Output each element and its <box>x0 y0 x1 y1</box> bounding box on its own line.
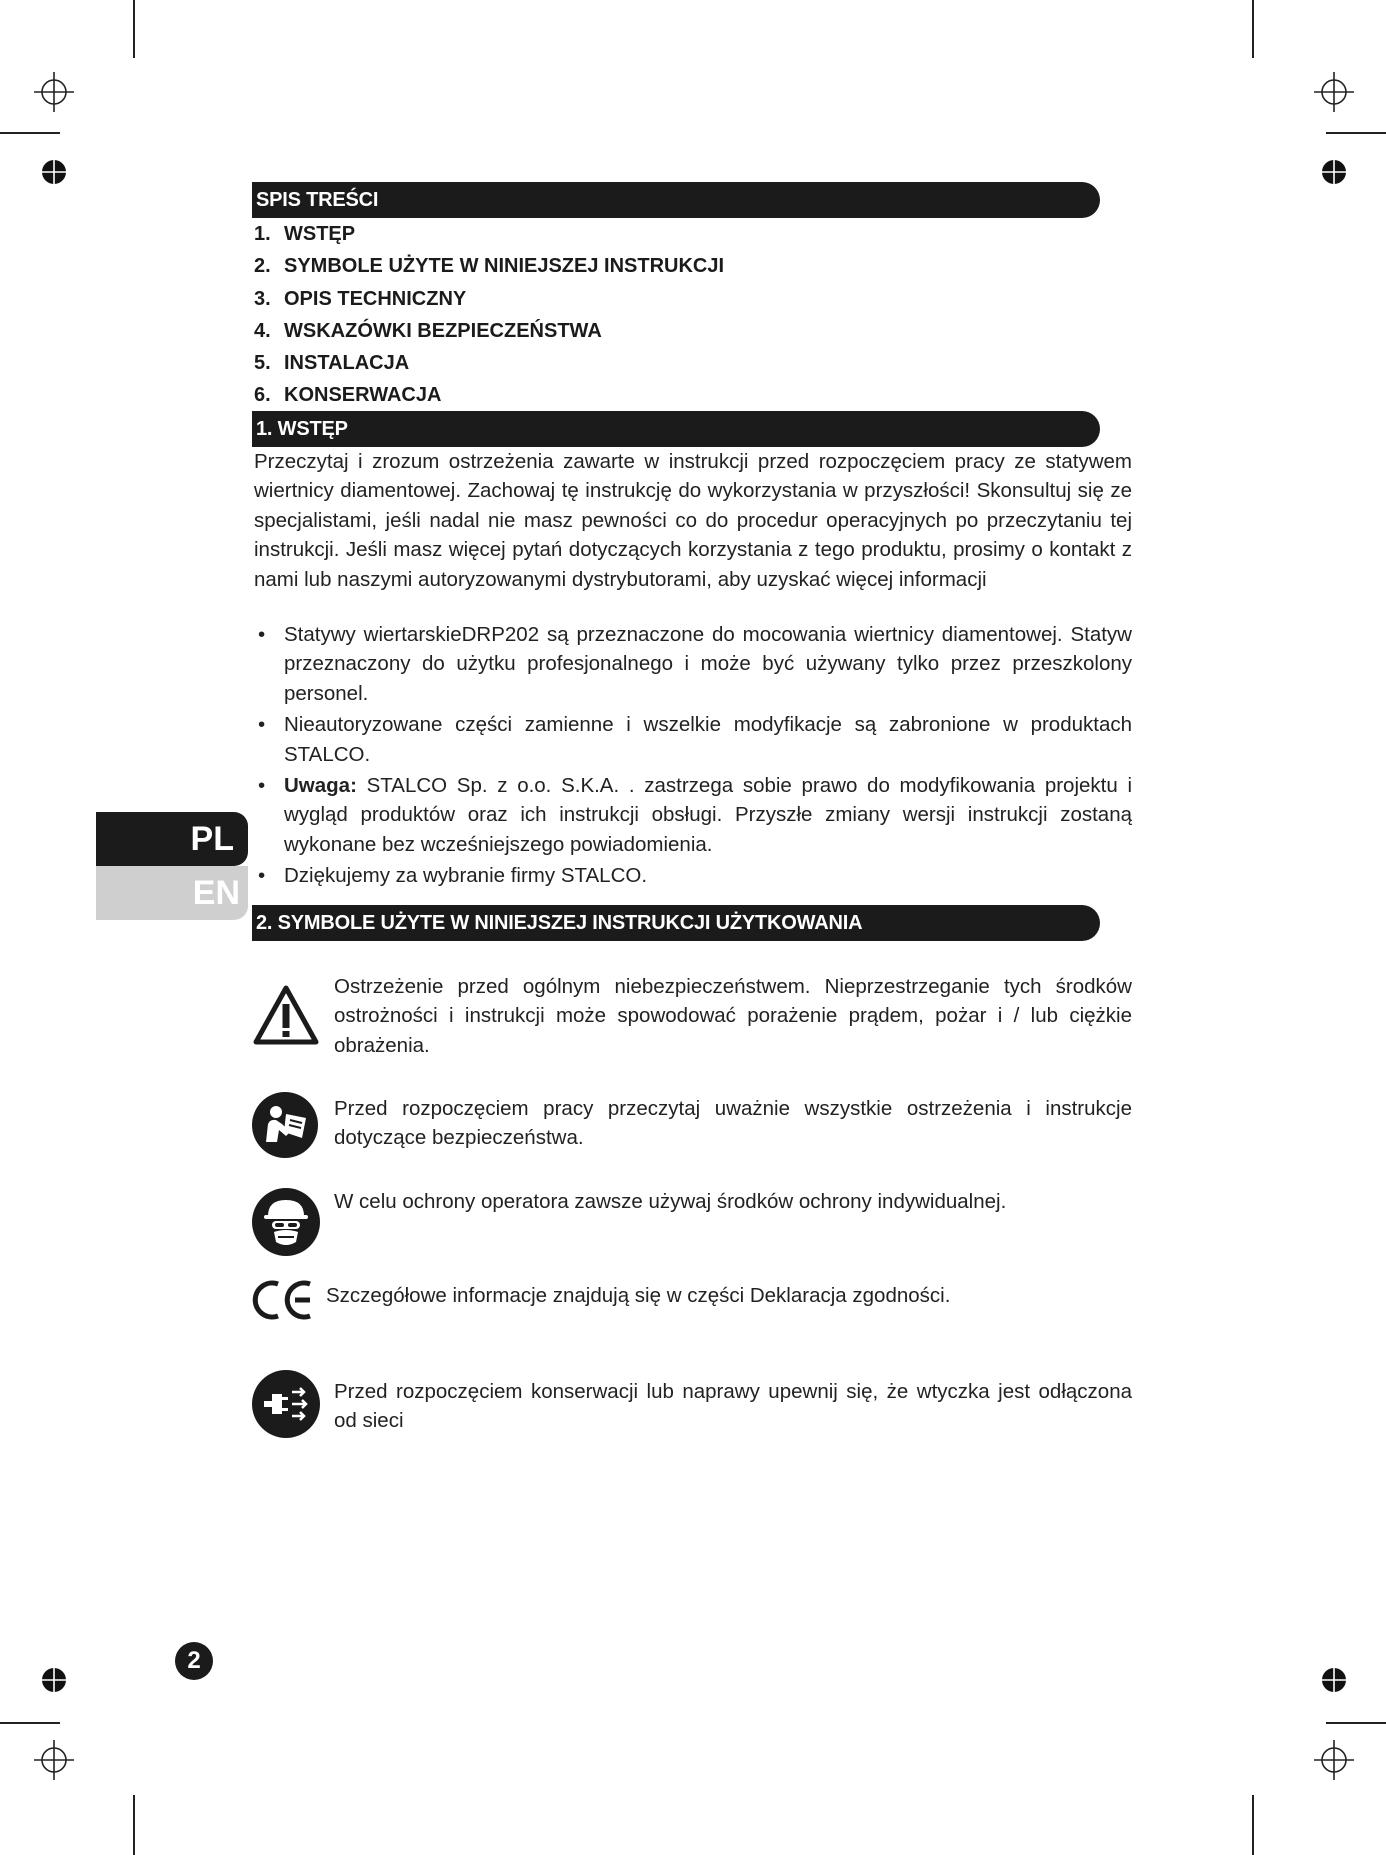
crop-mark <box>133 0 135 58</box>
registration-mark-icon <box>34 1740 74 1780</box>
language-tab-en[interactable]: EN <box>96 866 248 920</box>
list-item: • Uwaga: STALCO Sp. z o.o. S.K.A. . zastrzega sobie prawo do modyfikowania projektu i wygląd produktów oraz ich instrukcji obsługi. Przyszłe zmiany wersji instrukcji zostaną wykonane bez wcześniejszego powiadomienia. <box>254 771 1132 859</box>
language-tab-pl[interactable]: PL <box>96 812 248 866</box>
crop-mark <box>1326 1722 1386 1724</box>
symbol-description: Przed rozpoczęciem pracy przeczytaj uważnie wszystkie ostrzeżenia i instrukcje dotyczące bezpieczeństwa. <box>334 1097 1132 1150</box>
toc-item[interactable]: 4. WSKAZÓWKI BEZPIECZEŃSTWA <box>254 319 602 342</box>
intro-bullet-list <box>254 620 1132 893</box>
list-item: • Dziękujemy za wybranie firmy STALCO. <box>254 861 1132 890</box>
registration-mark-icon <box>34 72 74 112</box>
toc-item[interactable]: 3. OPIS TECHNICZNY <box>254 287 467 310</box>
crop-mark <box>0 1722 60 1724</box>
symbol-description: Ostrzeżenie przed ogólnym niebezpieczeństwem. Nieprzestrzeganie tych środków ostrożności i instrukcji może spowodować porażenie prądem, pożar i / lub ciężkie obrażenia. <box>334 975 1132 1057</box>
crop-mark <box>1252 1795 1254 1855</box>
crop-mark <box>1326 132 1386 134</box>
list-item: • Statywy wiertarskieDRP202 są przeznaczone do mocowania wiertnicy diamentowej. Statyw przeznaczony do użytku profesjonalnego i może być używany tylko przez przeszkolony personel. <box>254 620 1132 708</box>
toc-heading: SPIS TREŚCI <box>252 182 1100 218</box>
list-item: • Nieautoryzowane części zamienne i wszelkie modyfikacje są zabronione w produktach STALCO. <box>254 710 1132 769</box>
unplug-icon <box>252 1370 320 1438</box>
warning-triangle-icon <box>252 984 320 1046</box>
registration-mark-icon <box>1314 1740 1354 1780</box>
crop-mark <box>1252 0 1254 58</box>
dot-mark-icon <box>1320 158 1348 186</box>
symbol-description: Szczegółowe informacje znajdują się w części Deklaracja zgodności. <box>326 1284 951 1307</box>
toc-item[interactable]: 1. WSTĘP <box>254 223 356 245</box>
registration-mark-icon <box>1314 72 1354 112</box>
section-heading-intro: 1. WSTĘP <box>252 411 1100 447</box>
symbol-description: W celu ochrony operatora zawsze używaj środków ochrony indywidualnej. <box>334 1190 1007 1213</box>
ce-mark-icon <box>252 1278 314 1322</box>
toc-item[interactable]: 6. KONSERWACJA <box>254 384 442 407</box>
intro-paragraph: Przeczytaj i zrozum ostrzeżenia zawarte w instrukcji przed rozpoczęciem pracy ze statywem wiertnicy diamentowej. Zachowaj tę instrukcję do wykorzystania w przyszłości! Skonsultuj się ze specjalistami, jeśli nadal nie masz pewności co do procedur operacyjnych po przeczytaniu tej instrukcji. Jeśli masz więcej pytań dotyczących korzystania z tego produktu, prosimy o kontakt z nami lub naszymi autoryzowanymi dystrybutorami, aby uzyskać więcej informacji <box>254 450 1132 591</box>
crop-mark <box>133 1795 135 1855</box>
crop-mark <box>0 132 60 134</box>
read-manual-icon <box>252 1092 318 1158</box>
section-heading-symbols: 2. SYMBOLE UŻYTE W NINIEJSZEJ INSTRUKCJI UŻYTKOWANIA <box>252 905 1100 941</box>
protective-equipment-icon <box>252 1188 320 1256</box>
dot-mark-icon <box>40 1666 68 1694</box>
dot-mark-icon <box>1320 1666 1348 1694</box>
page-number: 2 <box>175 1642 213 1680</box>
toc-item[interactable]: 2. SYMBOLE UŻYTE W NINIEJSZEJ INSTRUKCJI <box>254 255 725 278</box>
table-of-contents <box>254 218 724 412</box>
toc-item[interactable]: 5. INSTALACJA <box>254 352 410 375</box>
symbol-description: Przed rozpoczęciem konserwacji lub naprawy upewnij się, że wtyczka jest odłączona od sieci <box>334 1380 1132 1433</box>
dot-mark-icon <box>40 158 68 186</box>
